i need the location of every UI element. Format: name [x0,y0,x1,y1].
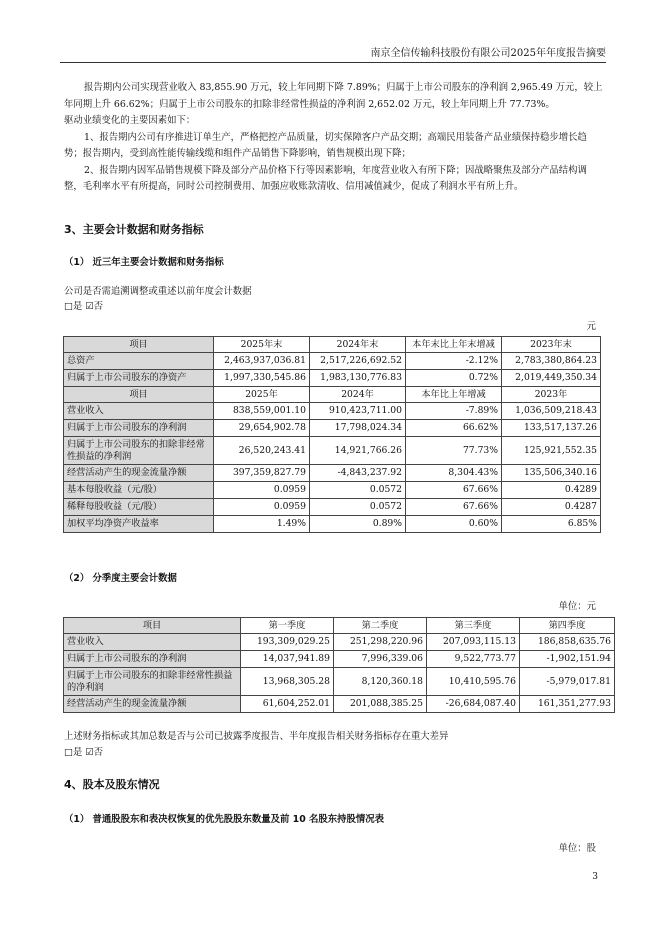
row-label: 归属于上市公司股东的扣除非经常性损益的净利润 [64,668,241,696]
page-number: 3 [592,872,598,882]
row-label: 加权平均净资产收益率 [64,516,214,533]
quarterly-note: 上述财务指标或其加总数是否与公司已披露季度报告、半年度报告相关财务指标存在重大差异 [64,731,449,742]
intro-paragraph-2: 1、报告期内公司有序推进订单生产，严格把控产品质量，切实保障客户产品交期；高端民用装备产品业绩保持稳步增长趋势；报告期内，受到高性能传输线缆和组件产品销售下降影响，销售规模出现下降； [64,131,587,159]
table-cell: 0.60% [406,516,502,533]
table-cell: -7.89% [406,403,502,420]
section4-sub1: （1） 普通股股东和表决权恢复的优先股股东数量及前 10 名股东持股情况表 [64,814,384,825]
table-header-cell: 2025年末 [214,337,310,353]
table-row [64,668,615,696]
table-cell: 0.0572 [310,482,406,499]
table-cell: 2,783,380,864.23 [502,353,601,370]
table-cell: 251,298,220.96 [334,634,427,651]
table-cell: 2,517,226,692.52 [310,353,406,370]
table-cell: 1,997,330,545.86 [214,370,310,387]
table-cell: 397,359,827.79 [214,465,310,482]
table-header-cell: 本年末比上年末增减 [406,337,502,353]
main-financial-table [63,336,601,533]
table-cell: -26,684,087.40 [427,696,520,713]
section3-sub1: （1） 近三年主要会计数据和财务指标 [64,257,224,268]
table-header-cell: 2023年 [502,387,601,403]
quarterly-table [63,617,615,713]
table-cell: 1,983,130,776.83 [310,370,406,387]
table-cell: 0.0572 [310,499,406,516]
table-cell: 161,351,277.93 [520,696,615,713]
table-row [64,634,615,651]
table-cell: 0.89% [310,516,406,533]
row-label: 稀释每股收益（元/股） [64,499,214,516]
table-cell: 6.85% [502,516,601,533]
table-cell: 14,037,941.89 [241,651,334,668]
table-cell: 135,506,340.16 [502,465,601,482]
table-cell: 193,309,029.25 [241,634,334,651]
table-header-cell: 项目 [64,618,241,634]
row-label: 总资产 [64,353,214,370]
table-header-cell: 2025年 [214,387,310,403]
quarterly-header-row [64,618,615,634]
table-cell: 8,304.43% [406,465,502,482]
row-label: 经营活动产生的现金流量净额 [64,465,214,482]
row-label: 营业收入 [64,403,214,420]
table-row [64,403,601,420]
table-cell: 9,522,773.77 [427,651,520,668]
table-cell: 0.4289 [502,482,601,499]
table-header-cell: 2024年末 [310,337,406,353]
table-row [64,353,601,370]
table-row [64,370,601,387]
table-cell: 186,858,635.76 [520,634,615,651]
intro-paragraph-3: 2、报告期内因军品销售规模下降及部分产品价格下行等因素影响，年度营业收入有所下降；因战略聚焦及部分产品结构调整，毛利率水平有所提高，同时公司控制费用、加强应收账款清收、信用减值减少，促成了利润水平有所上升。 [64,164,587,192]
table-cell: 66.62% [406,420,502,437]
table-row [64,420,601,437]
table-cell: -4,843,237.92 [310,465,406,482]
table-row [64,516,601,533]
section4-unit: 单位：股 [558,843,596,854]
section3-title: 3、主要会计数据和财务指标 [64,223,204,236]
table-cell: 26,520,243.41 [214,437,310,465]
table-header-cell: 第一季度 [241,618,334,634]
table-cell: 2,463,937,036.81 [214,353,310,370]
table-cell: 0.4287 [502,499,601,516]
table-cell: 14,921,766.26 [310,437,406,465]
table-cell: 7,996,339.06 [334,651,427,668]
table-header-cell: 项目 [64,337,214,353]
table-cell: 207,093,115.13 [427,634,520,651]
table-cell: 133,517,137.26 [502,420,601,437]
table-cell: 0.0959 [214,499,310,516]
table-cell: -5,979,017.81 [520,668,615,696]
intro-drivers: 驱动业绩变化的主要因素如下： [64,115,196,126]
table-row [64,651,615,668]
table-header-cell: 第四季度 [520,618,615,634]
table-cell: 838,559,001.10 [214,403,310,420]
table-cell: 125,921,552.35 [502,437,601,465]
table3-unit: 单位：元 [558,601,596,612]
row-label: 归属于上市公司股东的净利润 [64,651,241,668]
table-row [64,482,601,499]
table-cell: -2.12% [406,353,502,370]
restate-answer: □是 ☑否 [64,301,103,312]
row-label: 归属于上市公司股东的扣除非经常性损益的净利润 [64,437,214,465]
table-header-cell: 2024年 [310,387,406,403]
row-label: 基本每股收益（元/股） [64,482,214,499]
table-header-cell: 本年比上年增减 [406,387,502,403]
table-cell: 67.66% [406,482,502,499]
table-row [64,465,601,482]
quarterly-note-answer: □是 ☑否 [64,747,103,758]
table-cell: 1,036,509,218.43 [502,403,601,420]
table-cell: 67.66% [406,499,502,516]
table-cell: 0.0959 [214,482,310,499]
section3-sub2: （2） 分季度主要会计数据 [64,573,177,584]
intro-paragraph-1: 报告期内公司实现营业收入 83,855.90 万元，较上年同期下降 7.89%；归属于上市公司股东的净利润 2,965.49 万元，较上年同期上升 66.62%；归属于上市公司股东的扣除非经常性损益的净利润 2,652.02 万元，较上年同期上升 77.73%。 [64,82,603,110]
table2-header-row [64,387,601,403]
table-cell: 910,423,711.00 [310,403,406,420]
table-row [64,437,601,465]
table-cell: 201,088,385.25 [334,696,427,713]
table-cell: 1.49% [214,516,310,533]
row-label: 营业收入 [64,634,241,651]
table-cell: -1,902,151.94 [520,651,615,668]
table-cell: 77.73% [406,437,502,465]
row-label: 归属于上市公司股东的净利润 [64,420,214,437]
table-header-cell: 第二季度 [334,618,427,634]
table-header-cell: 2023年末 [502,337,601,353]
table-header-cell: 第三季度 [427,618,520,634]
table-row [64,499,601,516]
intro-text [64,80,604,196]
table-cell: 61,604,252.01 [241,696,334,713]
table-cell: 13,968,305.28 [241,668,334,696]
restate-question: 公司是否需追溯调整或重述以前年度会计数据 [64,286,252,297]
table1-header-row [64,337,601,353]
table-cell: 10,410,595.76 [427,668,520,696]
row-label: 归属于上市公司股东的净资产 [64,370,214,387]
page-header: 南京全信传输科技股份有限公司2025年年度报告摘要 [60,44,606,63]
table-row [64,696,615,713]
table-cell: 8,120,360.18 [334,668,427,696]
table1-unit: 元 [586,321,596,332]
table-cell: 29,654,902.78 [214,420,310,437]
row-label: 经营活动产生的现金流量净额 [64,696,241,713]
table-cell: 0.72% [406,370,502,387]
table-cell: 17,798,024.34 [310,420,406,437]
table-header-cell: 项目 [64,387,214,403]
table-cell: 2,019,449,350.34 [502,370,601,387]
section4-title: 4、股本及股东情况 [64,778,160,791]
